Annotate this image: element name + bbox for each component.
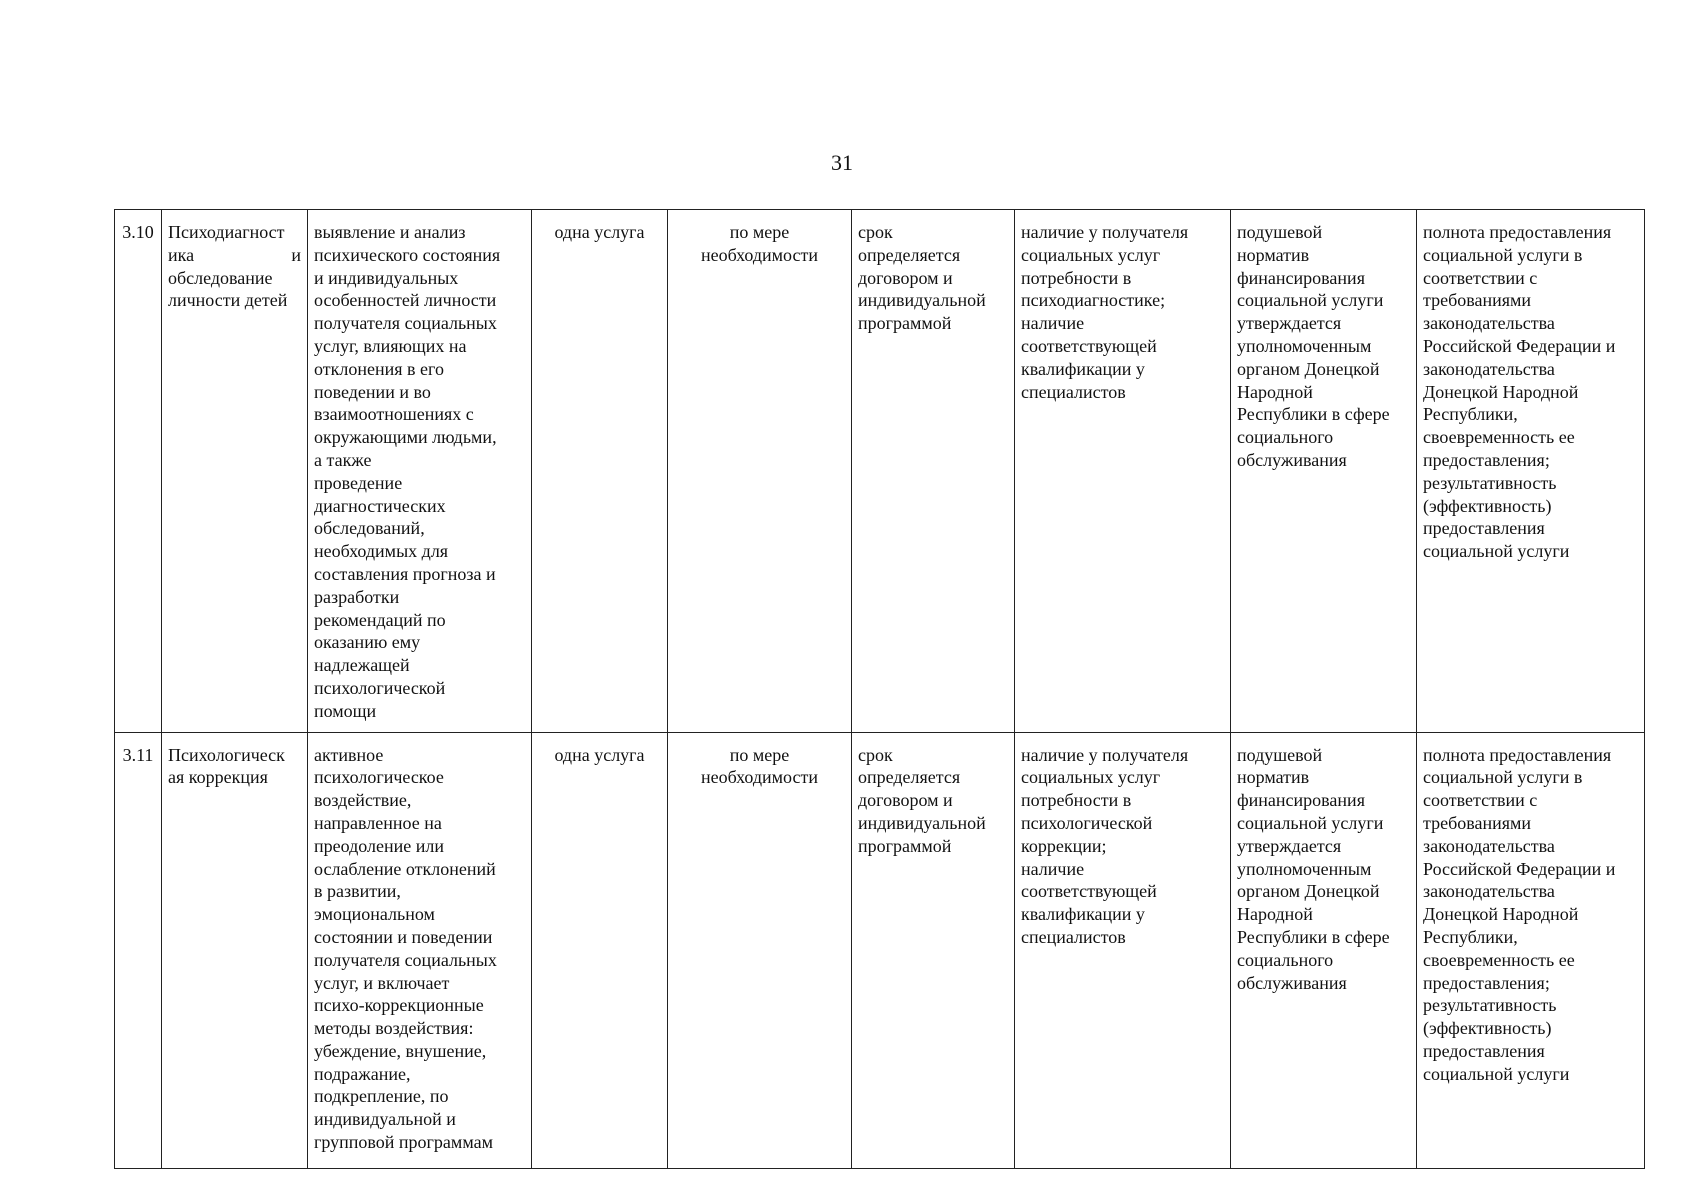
- service-quality-line: Российской Федерации и: [1423, 335, 1616, 356]
- service-description-line: психического состояния: [314, 244, 501, 265]
- service-description-line: услуг, и включает: [314, 972, 450, 993]
- service-description-line: ослабление отклонений: [314, 858, 496, 879]
- service-number-text: 3.10: [122, 222, 154, 242]
- service-conditions-line: квалификации у: [1021, 358, 1145, 379]
- service-financing-line: органом Донецкой: [1237, 881, 1380, 902]
- service-conditions: [1015, 210, 1231, 733]
- service-description-line: в развитии,: [314, 881, 401, 902]
- service-quality-line: законодательства: [1423, 358, 1555, 379]
- service-term-line: определяется: [858, 244, 961, 265]
- service-financing-line: утверждается: [1237, 835, 1342, 856]
- service-financing-line: норматив: [1237, 767, 1310, 788]
- service-financing: [1231, 210, 1417, 733]
- service-conditions-line: квалификации у: [1021, 904, 1145, 925]
- service-quality: [1417, 732, 1645, 1168]
- service-description-line: поведении и во: [314, 381, 431, 402]
- service-description-line: отклонения в его: [314, 358, 444, 379]
- service-financing-line: подушевой: [1237, 222, 1323, 242]
- service-quality-line: требованиями: [1423, 812, 1532, 833]
- service-financing-line: норматив: [1237, 244, 1310, 265]
- service-description-line: состоянии и поведении: [314, 926, 493, 947]
- service-description-line: разработки: [314, 586, 400, 607]
- service-description-line: убеждение, внушение,: [314, 1040, 487, 1061]
- service-frequency: [668, 210, 852, 733]
- service-quality-line: социальной услуги в: [1423, 244, 1583, 265]
- table-row: [115, 732, 1645, 1168]
- service-description-line: а также: [314, 449, 372, 470]
- service-frequency-line: по мере: [729, 744, 790, 765]
- service-description-line: особенностей личности: [314, 290, 497, 311]
- service-quality-line: законодательства: [1423, 881, 1555, 902]
- service-quality-line: предоставления: [1423, 1040, 1545, 1061]
- service-name-line: ая коррекция: [168, 767, 268, 788]
- service-name-line: обследование: [168, 267, 273, 288]
- service-unit-text: одна услуга: [554, 222, 645, 242]
- service-quality-line: полнота предоставления: [1423, 744, 1612, 765]
- service-description-line: воздействие,: [314, 790, 412, 811]
- service-conditions-line: потребности в: [1021, 790, 1132, 811]
- service-name-line: ика и: [168, 244, 301, 265]
- service-description-line: надлежащей: [314, 655, 410, 676]
- service-description-line: подражание,: [314, 1063, 411, 1084]
- service-conditions-line: наличие: [1021, 858, 1085, 879]
- service-financing-line: Народной: [1237, 381, 1313, 402]
- service-quality-line: результативность: [1423, 472, 1557, 493]
- service-description-line: подкрепление, по: [314, 1086, 449, 1107]
- service-conditions-line: специалистов: [1021, 381, 1126, 402]
- service-description-line: психологической: [314, 677, 446, 698]
- social-services-table: [114, 209, 1645, 1169]
- table-row: [115, 210, 1645, 733]
- service-name-line: Психологическ: [168, 744, 285, 765]
- service-financing-line: социальной услуги: [1237, 812, 1384, 833]
- service-quality-line: Донецкой Народной: [1423, 904, 1579, 925]
- service-conditions-line: наличие у получателя: [1021, 744, 1189, 765]
- service-conditions-line: соответствующей: [1021, 335, 1157, 356]
- service-financing-line: социального: [1237, 949, 1334, 970]
- service-financing-line: финансирования: [1237, 267, 1365, 288]
- service-description-line: обследований,: [314, 518, 425, 539]
- service-description-line: активное: [314, 744, 384, 765]
- service-description-line: необходимых для: [314, 541, 449, 562]
- service-term-line: программой: [858, 313, 952, 334]
- service-conditions-line: коррекции;: [1021, 835, 1107, 856]
- service-quality-line: социальной услуги: [1423, 541, 1570, 562]
- service-frequency: [668, 732, 852, 1168]
- service-description-line: выявление и анализ: [314, 222, 466, 242]
- service-financing-line: утверждается: [1237, 313, 1342, 334]
- service-quality: [1417, 210, 1645, 733]
- service-conditions-line: потребности в: [1021, 267, 1132, 288]
- service-conditions-line: наличие: [1021, 313, 1085, 334]
- service-conditions-line: социальных услуг: [1021, 767, 1161, 788]
- service-quality-line: Донецкой Народной: [1423, 381, 1579, 402]
- page-number: 31: [831, 150, 853, 175]
- service-conditions-line: социальных услуг: [1021, 244, 1161, 265]
- service-quality-line: полнота предоставления: [1423, 222, 1612, 242]
- service-quality-line: своевременность ее: [1423, 427, 1575, 448]
- service-description-line: проведение: [314, 472, 403, 493]
- service-financing-line: уполномоченным: [1237, 335, 1372, 356]
- service-financing-line: уполномоченным: [1237, 858, 1372, 879]
- service-description-line: рекомендаций по: [314, 609, 446, 630]
- service-description-line: направленное на: [314, 812, 442, 833]
- service-description-line: методы воздействия:: [314, 1018, 474, 1039]
- service-term-line: срок: [858, 744, 893, 765]
- service-conditions-line: психологической: [1021, 812, 1153, 833]
- service-quality-line: предоставления;: [1423, 449, 1550, 470]
- service-financing-line: Республики в сфере: [1237, 926, 1390, 947]
- service-frequency-line: необходимости: [700, 244, 818, 265]
- service-quality-line: предоставления;: [1423, 972, 1550, 993]
- service-description-line: групповой программам: [314, 1132, 493, 1153]
- service-term-line: индивидуальной: [858, 812, 986, 833]
- service-conditions: [1015, 732, 1231, 1168]
- service-description-line: индивидуальной и: [314, 1109, 456, 1130]
- service-conditions-line: психодиагностике;: [1021, 290, 1166, 311]
- service-description-line: эмоциональном: [314, 904, 435, 925]
- service-description-line: услуг, влияющих на: [314, 335, 467, 356]
- service-quality-line: социальной услуги: [1423, 1063, 1570, 1084]
- service-term-line: срок: [858, 222, 893, 242]
- service-name-line: Психодиагност: [168, 222, 285, 242]
- service-financing-line: подушевой: [1237, 744, 1323, 765]
- service-term-line: определяется: [858, 767, 961, 788]
- service-quality-line: Республики,: [1423, 926, 1518, 947]
- service-name: [162, 732, 308, 1168]
- service-financing-line: финансирования: [1237, 790, 1365, 811]
- service-quality-line: (эффективность): [1423, 495, 1552, 516]
- service-financing-line: обслуживания: [1237, 972, 1347, 993]
- service-quality-line: соответствии с: [1423, 790, 1538, 811]
- service-quality-line: соответствии с: [1423, 267, 1538, 288]
- service-frequency-line: по мере: [729, 222, 790, 242]
- service-conditions-line: наличие у получателя: [1021, 222, 1189, 242]
- service-quality-line: законодательства: [1423, 313, 1555, 334]
- service-term: [852, 210, 1015, 733]
- service-financing-line: обслуживания: [1237, 449, 1347, 470]
- service-financing-line: Республики в сфере: [1237, 404, 1390, 425]
- service-conditions-line: специалистов: [1021, 926, 1126, 947]
- service-description-line: психо-коррекционные: [314, 995, 484, 1016]
- service-quality-line: предоставления: [1423, 518, 1545, 539]
- service-description-line: помощи: [314, 700, 377, 721]
- service-description: [308, 732, 532, 1168]
- service-description-line: и индивидуальных: [314, 267, 459, 288]
- service-quality-line: требованиями: [1423, 290, 1532, 311]
- service-number-text: 3.11: [122, 744, 154, 765]
- service-description: [308, 210, 532, 733]
- service-name: [162, 210, 308, 733]
- service-unit: [532, 732, 668, 1168]
- service-financing-line: Народной: [1237, 904, 1313, 925]
- service-quality-line: (эффективность): [1423, 1018, 1552, 1039]
- service-term-line: индивидуальной: [858, 290, 986, 311]
- table-body: [115, 210, 1645, 1169]
- service-term-line: договором и: [858, 267, 953, 288]
- service-number: [115, 210, 162, 733]
- service-description-line: составления прогноза и: [314, 563, 496, 584]
- service-term-line: программой: [858, 835, 952, 856]
- service-description-line: оказанию ему: [314, 632, 421, 653]
- service-quality-line: Российской Федерации и: [1423, 858, 1616, 879]
- service-name-line: личности детей: [168, 290, 288, 311]
- service-description-line: взаимоотношениях с: [314, 404, 474, 425]
- service-quality-line: результативность: [1423, 995, 1557, 1016]
- service-financing-line: социального: [1237, 427, 1334, 448]
- service-description-line: преодоление или: [314, 835, 444, 856]
- service-quality-line: своевременность ее: [1423, 949, 1575, 970]
- service-quality-line: социальной услуги в: [1423, 767, 1583, 788]
- service-term-line: договором и: [858, 790, 953, 811]
- service-financing-line: социальной услуги: [1237, 290, 1384, 311]
- service-quality-line: Республики,: [1423, 404, 1518, 425]
- service-unit: [532, 210, 668, 733]
- service-financing-line: органом Донецкой: [1237, 358, 1380, 379]
- service-description-line: получателя социальных: [314, 313, 497, 334]
- service-description-line: окружающими людьми,: [314, 427, 497, 448]
- service-number: [115, 732, 162, 1168]
- service-description-line: психологическое: [314, 767, 444, 788]
- service-quality-line: законодательства: [1423, 835, 1555, 856]
- service-term: [852, 732, 1015, 1168]
- service-financing: [1231, 732, 1417, 1168]
- service-frequency-line: необходимости: [700, 767, 818, 788]
- service-unit-text: одна услуга: [554, 744, 645, 765]
- service-conditions-line: соответствующей: [1021, 881, 1157, 902]
- service-description-line: диагностических: [314, 495, 446, 516]
- service-description-line: получателя социальных: [314, 949, 497, 970]
